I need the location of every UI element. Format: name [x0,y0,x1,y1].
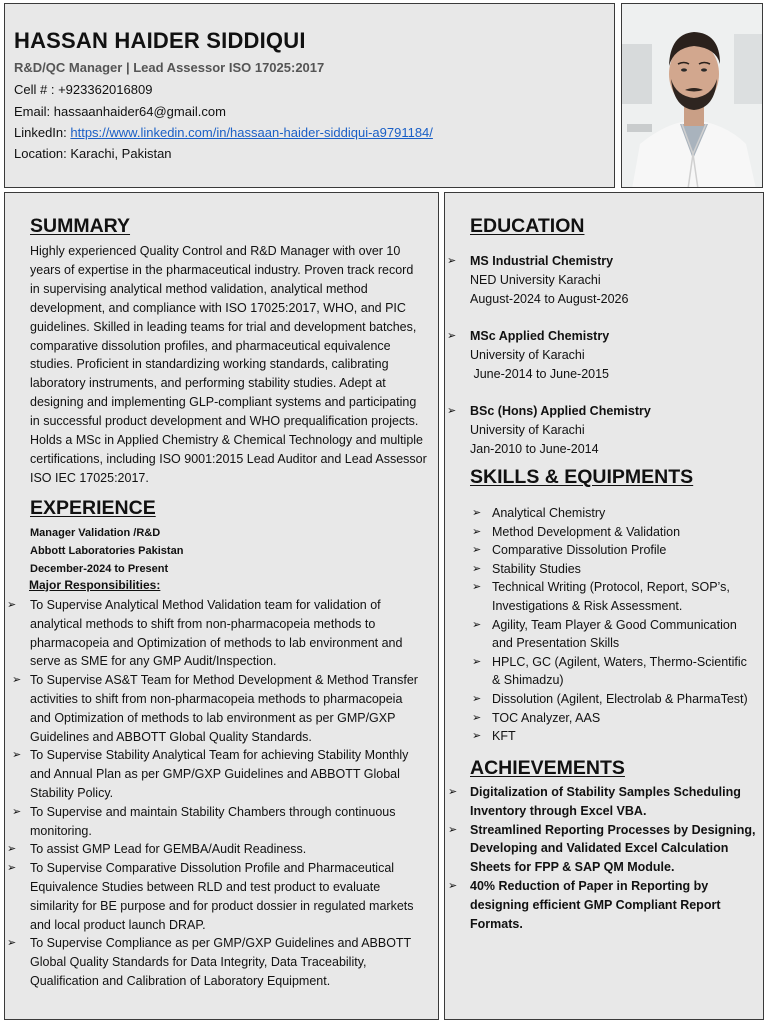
responsibility-line: similarity for BE purpose and for product dossier in regulated markets [30,898,414,913]
responsibility-line: Stability Policy. [30,785,114,800]
arrow-bullet-icon: ➢ [448,786,458,798]
education-item [470,402,651,458]
skill-text: Investigations & Risk Assessment. [492,598,683,613]
arrow-bullet-icon: ➢ [472,562,482,575]
achievement-text: Formats. [470,916,523,931]
summary-line: Highly experienced Quality Control and R&D Manager with over 10 [30,244,401,258]
arrow-bullet-icon: ➢ [448,879,458,892]
responsibility-line: Equivalence Studies between RLD and test product to evaluate [30,879,381,894]
list-item [5,746,435,802]
list-item [445,727,763,746]
education-item [470,252,628,308]
arrow-bullet-icon: ➢ [472,525,482,538]
skill-text: HPLC, GC (Agilent, Waters, Thermo-Scientific [492,654,747,669]
summary-line: years of expertise in the pharmaceutical industry. Proven track record [30,262,414,277]
responsibilities-heading: Major Responsibilities: [29,578,161,592]
skill-text: & Shimadzu) [492,673,564,688]
responsibility-line: and Annual Plan as per GMP/GXP Guidelines and ABBOTT Global [30,767,400,782]
arrow-bullet-icon: ➢ [12,805,22,818]
arrow-bullet-icon: ➢ [447,405,457,417]
summary-line: certifications, including ISO 9001:2015 Lead Auditor and Lead Assessor [30,451,427,466]
skill-text: Dissolution (Agilent, Electrolab & PharmaTest) [492,691,748,706]
location: Location: Karachi, Pakistan [14,146,172,161]
responsibility-line: To assist GMP Lead for GEMBA/Audit Readiness. [30,842,307,857]
candidate-name: HASSAN HAIDER SIDDIQUI [14,28,306,53]
achievement-text: designing efficient GMP Compliant Report [470,897,721,912]
summary-line: comparative dissolution profiles, and pharmaceutical equivalence [30,338,391,353]
school: University of Karachi [470,347,585,362]
responsibility-line: activities to shift from non-pharmacopeia methods to pharmacopeia [30,691,403,706]
list-item [445,653,763,690]
responsibility-line: monitoring. [30,823,92,838]
achievement-text: Digitalization of Stability Samples Scheduling [470,785,741,799]
achievement-text: Inventory through Excel VBA. [470,803,647,818]
list-item [445,504,763,523]
summary-line: ISO IEC 17025:2017. [30,470,149,485]
portrait-image [622,4,763,188]
degree: MS Industrial Chemistry [470,254,614,268]
school: University of Karachi [470,422,585,437]
summary-line: in supervising analytical method validation, analytical method [30,281,368,296]
school: NED University Karachi [470,272,601,287]
summary-line: studies. Proficient in standardizing working standards, calibrating [30,357,389,372]
arrow-bullet-icon: ➢ [472,544,482,557]
edu-dates: June-2014 to June-2015 [470,366,609,381]
skill-text: Analytical Chemistry [492,506,606,520]
edu-dates: August-2024 to August-2026 [470,291,629,306]
achievement-text: Developing and Validated Excel Calculation [470,841,729,856]
achievement-text: 40% Reduction of Paper in Reporting by [470,878,709,893]
arrow-bullet-icon: ➢ [472,692,482,705]
responsibility-line: Qualification and Calibration of Laboratory Equipment. [30,973,331,988]
skill-text: Comparative Dissolution Profile [492,543,667,558]
list-item [445,523,763,542]
arrow-bullet-icon: ➢ [472,730,482,743]
left-column [4,192,439,1020]
summary-heading: SUMMARY [30,215,131,237]
achievement-text: Sheets for FPP & SAP QM Module. [470,860,675,875]
list-item [445,877,763,933]
arrow-bullet-icon: ➢ [472,581,482,594]
job-dates: December-2024 to Present [30,563,169,575]
achievements-heading: ACHIEVEMENTS [470,757,625,779]
responsibility-line: To Supervise Stability Analytical Team for achieving Stability Monthly [30,748,409,763]
summary-line: guidelines. Skilled in leading teams for trial and development batches, [30,319,417,334]
arrow-bullet-icon: ➢ [447,255,457,267]
list-item [5,803,435,841]
arrow-bullet-icon: ➢ [7,937,17,950]
responsibility-line: Guidelines and ABBOTT Global Quality Standards. [30,729,312,744]
list-item [445,578,763,615]
responsibility-line: serve as SME for any GMP Audit/Inspection. [30,654,277,669]
arrow-bullet-icon: ➢ [7,862,17,875]
summary-line: designing and implementing GLP-compliant systems and participating [30,395,417,410]
linkedin-link[interactable]: https://www.linkedin.com/in/hassaan-haider-siddiqui-a9791184/ [70,125,433,140]
arrow-bullet-icon: ➢ [472,711,482,724]
arrow-bullet-icon: ➢ [472,507,482,519]
summary-line: development, and compliance with ISO 17025:2017, WHO, and PIC [30,300,406,315]
responsibility-line: and local product launch DRAP. [30,917,206,932]
list-item [5,596,435,671]
job-company: Abbott Laboratories Pakistan [30,545,184,557]
summary-line: Holds a MSc in Applied Chemistry & Chemical Technology and multiple [30,433,424,448]
responsibility-line: analytical methods to shift from non-pharmacopeia methods to [30,616,376,631]
skill-text: Agility, Team Player & Good Communication [492,617,737,632]
email-address: Email: hassaanhaider64@gmail.com [14,104,226,119]
cell-number: Cell # : +923362016809 [14,82,153,97]
responsibility-line: pharmacopeia and Optimization of methods to lab environment and [30,635,403,650]
skill-text: Method Development & Validation [492,524,681,539]
skills-list [445,504,763,746]
list-item [445,541,763,560]
responsibility-line: To Supervise Compliance as per GMP/GXP Guidelines and ABBOTT [30,936,412,951]
list-item [445,783,763,821]
skill-text: and Presentation Skills [492,636,620,651]
arrow-bullet-icon: ➢ [7,599,17,611]
linkedin-row [14,125,433,140]
linkedin-label: LinkedIn: [14,125,71,140]
edu-dates: Jan-2010 to June-2014 [470,441,599,456]
responsibility-line: Global Quality Standards for Data Integrity, Data Traceability, [30,955,367,970]
list-item [445,560,763,579]
skill-text: Technical Writing (Protocol, Report, SOP’s, [492,580,730,595]
achievement-text: Streamlined Reporting Processes by Designing, [470,822,756,837]
responsibility-line: To Supervise and maintain Stability Chambers through continuous [30,804,396,819]
education-heading: EDUCATION [470,215,585,237]
contact-header [4,3,615,188]
skill-text: KFT [492,729,516,744]
education-item [470,327,609,383]
degree: MSc Applied Chemistry [470,329,610,343]
experience-heading: EXPERIENCE [30,497,156,519]
skill-text: Stability Studies [492,561,581,576]
right-column [444,192,764,1020]
responsibility-line: and Optimization of methods to lab environment as per GMP/GXP [30,710,396,725]
list-item [5,934,435,990]
list-item [5,859,435,934]
achievements-list [445,783,763,933]
list-item [445,616,763,653]
profile-photo [621,3,763,188]
arrow-bullet-icon: ➢ [12,749,22,762]
list-item [5,840,435,859]
skills-heading: SKILLS & EQUIPMENTS [470,466,694,488]
job-role: Manager Validation /R&D [30,527,161,539]
degree: BSc (Hons) Applied Chemistry [470,404,651,418]
summary-text [30,242,435,488]
list-item [445,709,763,728]
candidate-title: R&D/QC Manager | Lead Assessor ISO 17025:2017 [14,60,325,75]
arrow-bullet-icon: ➢ [447,330,457,342]
summary-line: in successful product development and WHO prequalification projects. [30,414,419,429]
skill-text: TOC Analyzer, AAS [492,710,601,725]
list-item [445,821,763,877]
arrow-bullet-icon: ➢ [472,618,482,631]
arrow-bullet-icon: ➢ [7,843,17,856]
arrow-bullet-icon: ➢ [472,655,482,668]
list-item [445,690,763,709]
responsibility-line: To Supervise AS&T Team for Method Development & Method Transfer [30,673,418,688]
responsibilities-list [5,596,435,991]
responsibility-line: To Supervise Analytical Method Validation team for validation of [30,598,381,612]
responsibility-line: To Supervise Comparative Dissolution Profile and Pharmaceutical [30,861,395,876]
summary-line: laboratory instruments, and performing stability studies. Adept at [30,376,386,391]
list-item [5,671,435,746]
arrow-bullet-icon: ➢ [448,823,458,836]
arrow-bullet-icon: ➢ [12,674,22,687]
